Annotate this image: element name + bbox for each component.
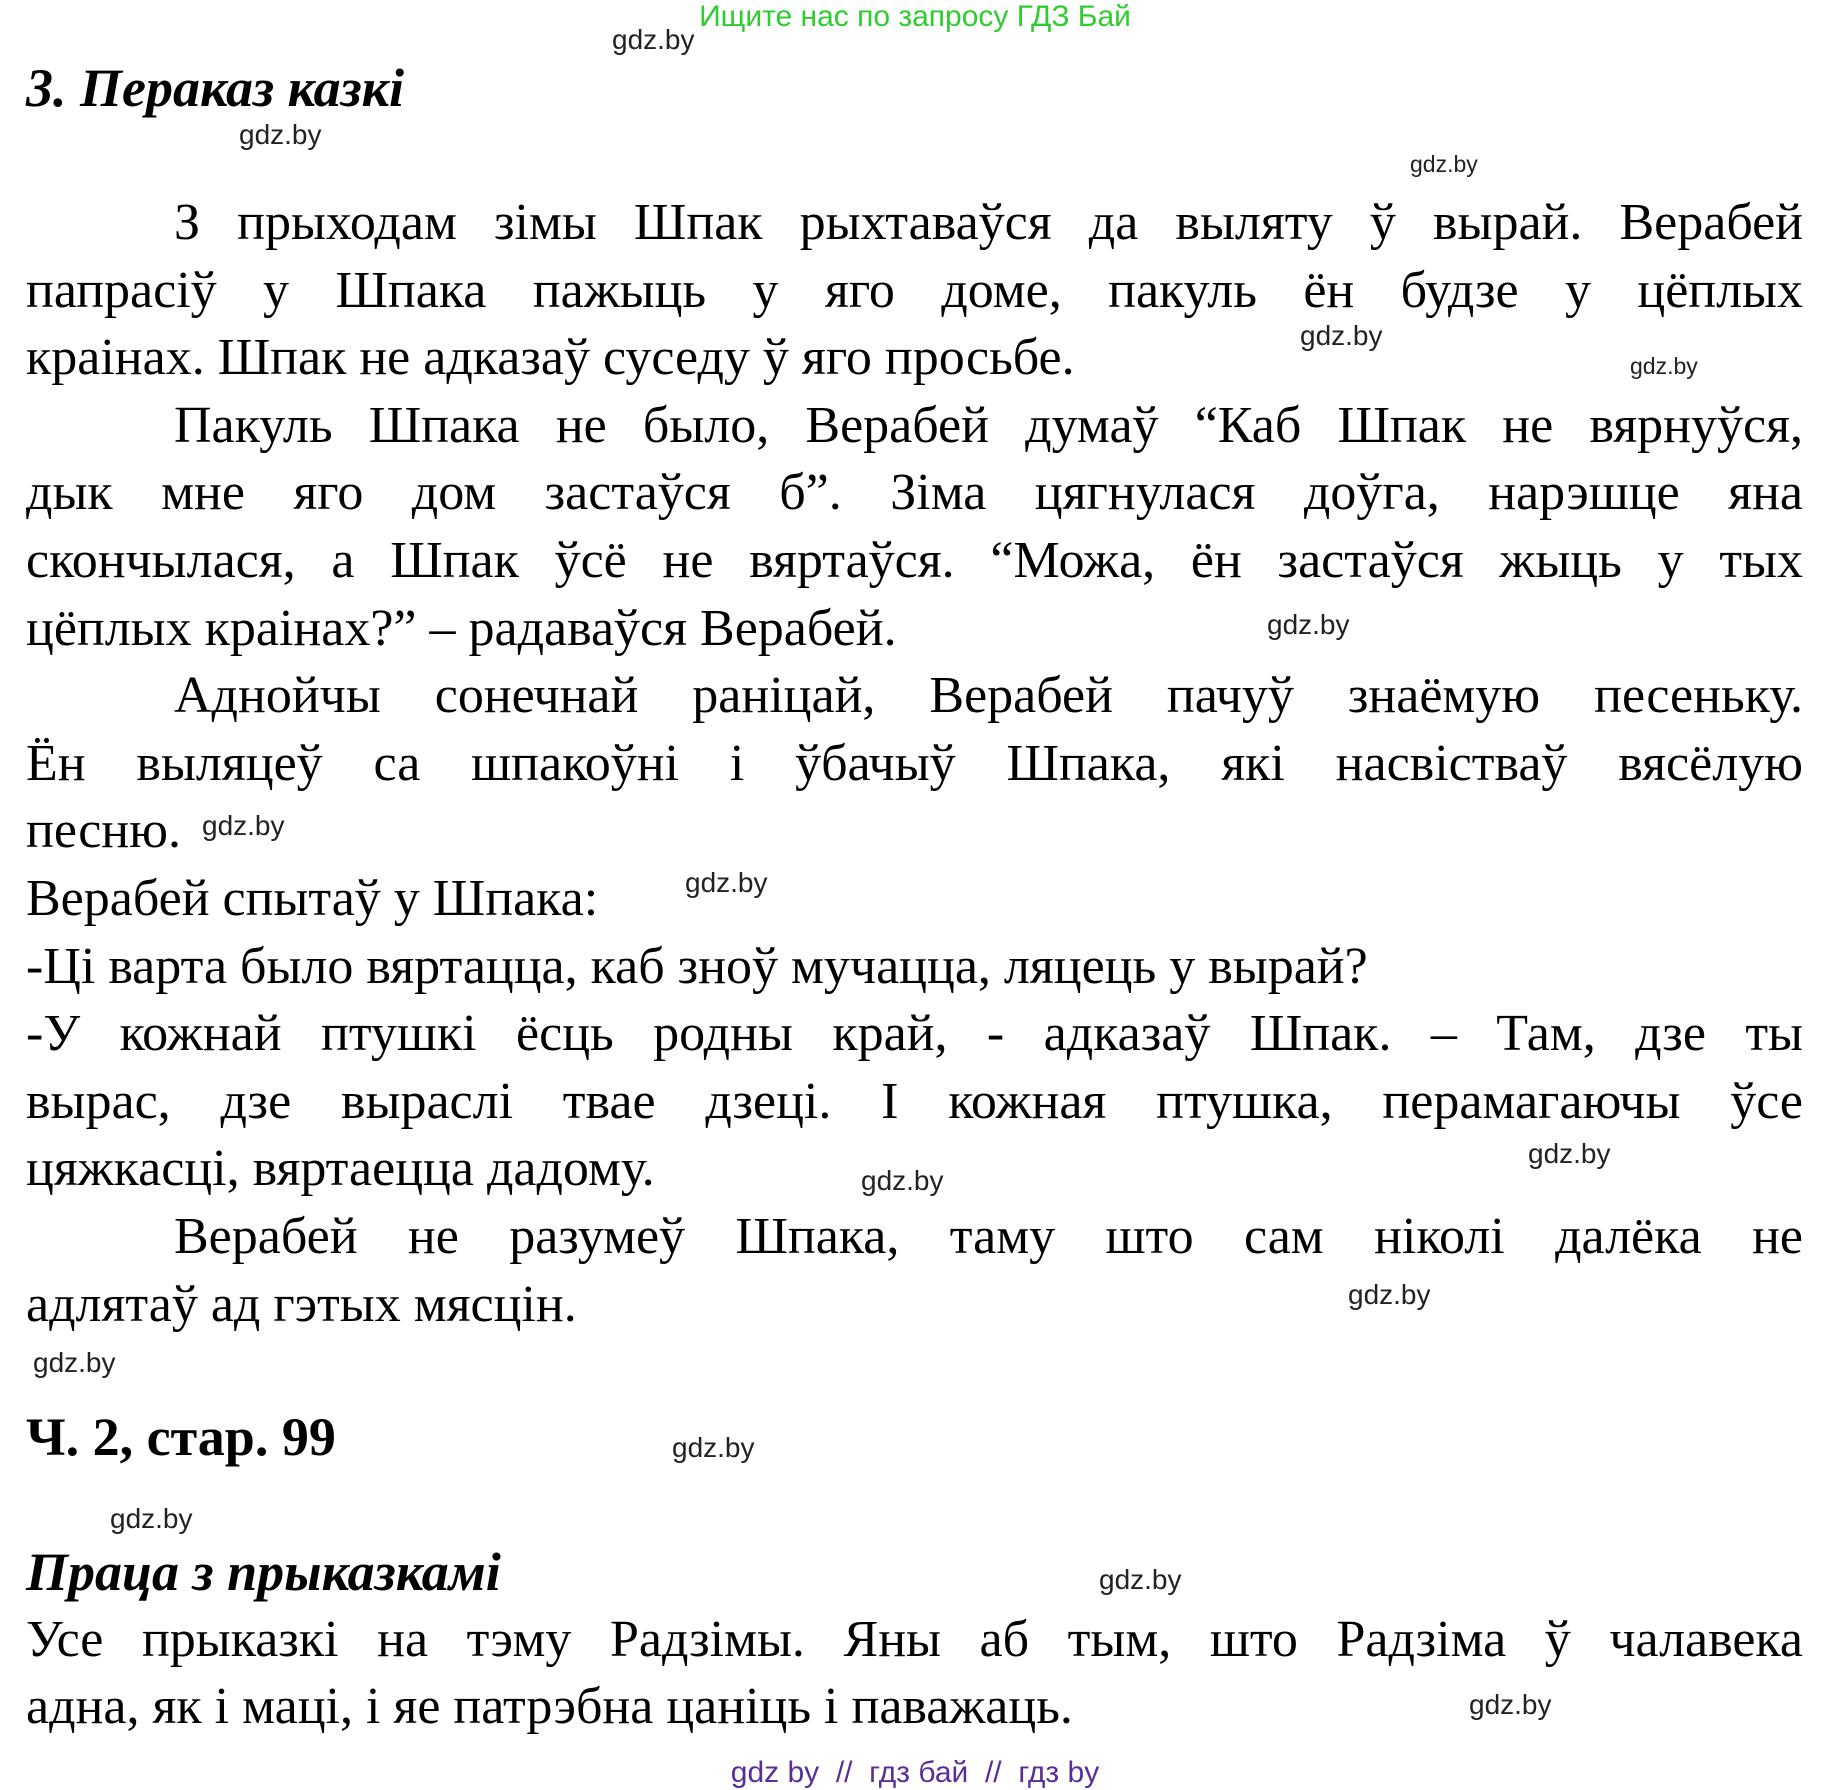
section-title-retelling: 3. Пераказ казкі <box>26 58 405 118</box>
footer-watermark: gdz by // гдз бай // гдз by <box>730 1756 1100 1789</box>
text-line: З прыходам зімы Шпак рыхтаваўся да выляту ў вырай. Верабей <box>174 194 1803 251</box>
text-line: -У кожнай птушкі ёсць родны край, - адказаў Шпак. – Там, дзе ты <box>26 1005 1803 1063</box>
text-line: дык мне яго дом застаўся б”. Зіма цягнулася доўга, нарэшце яна <box>26 464 1803 522</box>
watermark-gdz: gdz.by <box>685 867 768 898</box>
text-line: адлятаў ад гэтых мясцін. <box>26 1275 577 1333</box>
text-line: Ён выляцеў са шпакоўні і ўбачыў Шпака, які насвістваў вясёлую <box>26 734 1803 792</box>
watermark-gdz: gdz.by <box>110 1503 193 1534</box>
text-line: Усе прыказкі на тэму Радзімы. Яны аб тым, што Радзіма ў чалавека <box>26 1611 1803 1668</box>
text-line: -Ці варта было вяртацца, каб зноў мучацца, ляцець у вырай? <box>26 937 1368 995</box>
watermark-gdz: gdz.by <box>239 119 322 150</box>
watermark-gdz: gdz.by <box>202 810 285 841</box>
watermark-gdz: gdz.by <box>33 1347 116 1378</box>
text-line: цяжкасці, вяртаецца дадому. <box>26 1140 655 1198</box>
watermark-gdz: gdz.by <box>1469 1689 1552 1720</box>
text-line: песню. <box>26 802 181 860</box>
watermark-gdz: gdz.by <box>1410 151 1478 177</box>
section-title-proverbs: Праца з прыказкамі <box>26 1542 501 1602</box>
watermark-gdz: gdz.by <box>672 1432 755 1463</box>
watermark-gdz: gdz.by <box>861 1165 944 1196</box>
watermark-gdz: gdz.by <box>1348 1279 1431 1310</box>
text-line: скончылася, а Шпак ўсё не вяртаўся. “Можа, ён застаўся жыць у тых <box>26 532 1803 589</box>
watermark-gdz: gdz.by <box>1300 320 1383 351</box>
watermark-gdz: gdz.by <box>612 24 695 55</box>
page-reference: Ч. 2, стар. 99 <box>26 1407 336 1467</box>
text-line: адна, як і маці, і яе патрэбна цаніць і паважаць. <box>26 1678 1073 1735</box>
text-line: Верабей не разумеў Шпака, таму што сам ніколі далёка не <box>174 1208 1803 1265</box>
text-line: вырас, дзе выраслі твае дзеці. І кожная птушка, перамагаючы ўсе <box>26 1072 1803 1130</box>
text-line: Верабей спытаў у Шпака: <box>26 870 599 927</box>
text-line: цёплых краінах?” – радаваўся Верабей. <box>26 599 897 657</box>
text-line: Аднойчы сонечнай раніцай, Верабей пачуў знаёмую песеньку. <box>174 667 1803 725</box>
watermark-gdz: gdz.by <box>1267 609 1350 640</box>
watermark-gdz: gdz.by <box>1630 353 1698 379</box>
text-line: папрасіў у Шпака пажыць у яго доме, пакуль ён будзе у цёплых <box>26 261 1803 319</box>
watermark-gdz: gdz.by <box>1099 1564 1182 1595</box>
text-line: Пакуль Шпака не было, Верабей думаў “Каб Шпак не вярнуўся, <box>174 396 1803 454</box>
watermark-gdz: gdz.by <box>1528 1138 1611 1169</box>
search-hint-banner: Ищите нас по запросу ГДЗ Бай <box>699 0 1131 33</box>
text-line: краінах. Шпак не адказаў суседу ў яго просьбе. <box>26 329 1075 387</box>
